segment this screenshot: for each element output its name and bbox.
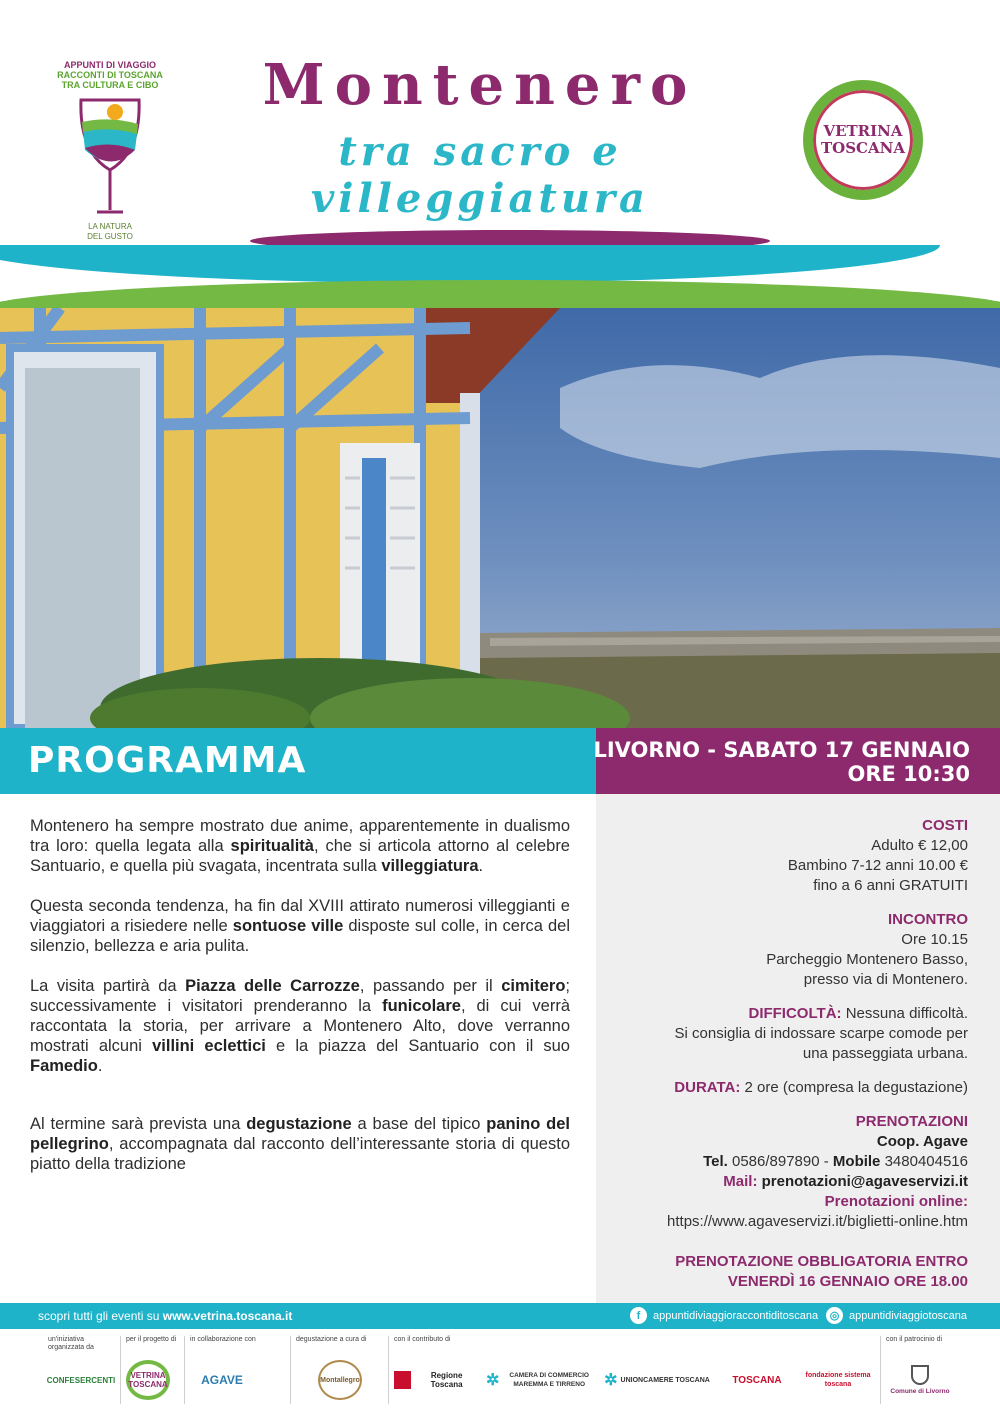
city-crest-icon [911,1365,929,1385]
mobile-label: Mobile [832,1153,881,1170]
facebook-handle: appuntidiviaggioraccontiditoscana [653,1309,819,1322]
discover-link[interactable]: www.vetrina.toscana.it [162,1309,293,1323]
montenero-villa-photo [0,308,1000,728]
text-bold: Famedio [30,1057,98,1075]
text-span: e la piazza del Santuario con il suo [265,1037,570,1055]
label-degustazione: degustazione a cura di [296,1336,367,1343]
fondazione-sistema-toscana-logo: fondazione sistema toscana [805,1372,871,1388]
regione-toscana-text: Regione Toscana [430,1371,463,1389]
partner-divider [120,1336,121,1404]
partner-divider [290,1336,291,1404]
teal-swoosh-divider [0,245,940,283]
difficolta-advice-2: una passeggiata urbana. [802,1045,968,1062]
text-span: , di cui verrà raccontata la storia, per arrivare a Montenero Alto, dove verranno mostrati alcuni [30,997,570,1055]
text-span: Montenero ha sempre mostrato due anime, apparentemente in dualismo tra loro: quella legata alla [30,817,570,855]
prenotazioni-label: PRENOTAZIONI [855,1113,968,1130]
info-panel-text [598,816,968,1292]
durata-value: 2 ore (compresa la degustazione) [740,1079,968,1096]
page-title: Montenero [262,52,698,118]
text-bold: Piazza delle Carrozze [185,977,360,995]
text-bold: villeggiatura [381,857,479,875]
online-booking-link[interactable]: https://www.agaveservizi.it/biglietti-online.htm [667,1213,968,1230]
description-paragraph-1 [30,816,570,876]
appunti-di-viaggio-logo [55,60,165,241]
costi-gratuiti: fino a 6 anni GRATUITI [813,877,968,894]
instagram-icon: ◎ [826,1307,843,1324]
label-contributo: con il contributo di [394,1336,451,1343]
partner-divider [388,1336,389,1404]
text-bold: degustazione [246,1115,352,1133]
logo-left-line1: APPUNTI DI VIAGGIO [63,60,156,70]
text-bold: cimitero [501,977,566,995]
text-span: ; successivamente i visitatori prenderanno la [30,977,570,1015]
incontro-place: Parcheggio Montenero Basso, [766,951,968,968]
mail-label: Mail: [723,1173,758,1190]
text-span: . [97,1057,103,1075]
partner-divider [880,1336,881,1404]
description-paragraph-4 [30,1114,570,1174]
tel-label: Tel. [703,1153,728,1170]
green-swoosh-divider [0,280,1000,310]
camera-commercio-icon: ✲ [486,1371,500,1389]
text-bold: villini eclettici [152,1037,266,1055]
costi-block [598,816,968,896]
obbligo-block [598,1252,968,1292]
pegasus-icon [394,1371,411,1389]
confesercenti-logo: CONFESERCENTI [46,1375,116,1385]
logo-right-line1: VETRINA [823,122,903,140]
obbligo-line2: VENERDÌ 16 GENNAIO ORE 18.00 [727,1273,968,1290]
footer-discover [38,1309,292,1323]
text-span: , che si articola attorno al celebre Santuario, e quella più svagata, incentrata sulla [30,837,570,875]
unioncamere-logo [602,1360,712,1400]
text-span: a base del tipico [351,1115,487,1133]
logo-left-line2: RACCONTI DI TOSCANA [57,70,163,80]
wine-glass-icon [75,92,145,220]
logo-left-line5: DEL GUSTO [87,232,133,241]
costi-label: COSTI [922,817,968,834]
mail-line [598,1172,968,1192]
label-collaborazione: in collaborazione con [190,1336,256,1343]
description-paragraph-3 [30,976,570,1076]
partner-divider [184,1336,185,1404]
discover-text: scopri tutti gli eventi su [38,1309,163,1323]
incontro-address: presso via di Montenero. [803,971,968,988]
logo-right-line2: TOSCANA [821,139,905,157]
logo-left-line4: LA NATURA [88,222,132,231]
text-span: Al termine sarà prevista una [30,1115,247,1133]
costi-adulto: Adulto € 12,00 [871,837,968,854]
incontro-label: INCONTRO [888,911,968,928]
text-bold: sontuose ville [232,917,344,935]
description-paragraph-2 [30,896,570,956]
costi-bambino: Bambino 7-12 anni 10.00 € [787,857,968,874]
text-span: , accompagnata dal racconto dell’interessante storia di questo piatto della tradizione [30,1135,570,1173]
difficolta-label: DIFFICOLTÀ: [748,1005,842,1022]
text-bold: spiritualità [230,837,314,855]
instagram-handle: appuntidiviaggiotoscana [849,1309,968,1322]
difficolta-value: Nessuna difficoltà. [841,1005,968,1022]
comune-livorno-logo [890,1360,950,1400]
phone-line [598,1152,968,1172]
agave-logo: AGAVE [201,1372,243,1387]
text-bold: funicolare [382,997,461,1015]
event-date: LIVORNO - SABATO 17 GENNAIO [593,738,970,762]
durata-label: DURATA: [674,1079,741,1096]
vetrina-toscana-small-logo: VETRINA TOSCANA [126,1360,170,1400]
page-subtitle: tra sacro e villeggiatura [311,128,649,222]
durata-block [598,1078,968,1098]
tel-value: 0586/897890 - [727,1153,833,1170]
programma-heading: PROGRAMMA [28,740,307,781]
regione-toscana-logo [394,1360,478,1400]
difficolta-block [598,1004,968,1064]
description-column [30,816,570,1194]
incontro-block [598,910,968,990]
text-span: . [478,857,484,875]
incontro-time: Ore 10.15 [901,931,968,948]
mobile-value: 3480404516 [880,1153,968,1170]
facebook-link[interactable] [630,1307,818,1324]
instagram-link[interactable] [826,1307,967,1324]
label-progetto: per il progetto di [126,1336,177,1343]
difficolta-advice: Si consiglia di indossare scarpe comode per [674,1025,968,1042]
mail-link[interactable]: prenotazioni@agaveservizi.it [757,1173,968,1190]
facebook-icon: f [630,1307,647,1324]
obbligo-line1: PRENOTAZIONE OBBLIGATORIA ENTRO [675,1253,968,1270]
comune-text: Comune di Livorno [890,1387,950,1395]
prenotazioni-block [598,1112,968,1232]
text-span: Questa seconda tendenza, ha fin dal XVIII attirato numerosi villeggianti e viaggiatori a risiedere nelle [30,897,570,935]
event-time: ORE 10:30 [847,762,970,786]
coop-name: Coop. Agave [876,1133,968,1150]
text-span: La visita partirà da [30,977,186,995]
unioncamere-icon: ✲ [604,1371,618,1389]
logo-left-line3: TRA CULTURA E CIBO [61,80,159,90]
vetrina-toscana-logo [803,80,923,200]
text-span: disposte sul colle, in cerca del silenzio, bellezza e aria pulita. [30,917,570,955]
label-iniziativa: un'iniziativa organizzata da [48,1336,94,1351]
camera-commercio-text: CAMERA DI COMMERCIO MAREMMA E TIRRENO [509,1372,589,1388]
online-label: Prenotazioni online: [824,1193,968,1210]
unioncamere-text: UNIONCAMERE TOSCANA [620,1376,710,1384]
toscana-promozione-logo: TOSCANA [732,1374,782,1386]
montallegro-logo: Montallegro [318,1360,362,1400]
camera-commercio-logo [486,1360,596,1400]
text-span: , passando per il [359,977,502,995]
label-patrocinio: con il patrocinio di [886,1336,943,1343]
text-bold: panino del pellegrino [30,1115,571,1153]
